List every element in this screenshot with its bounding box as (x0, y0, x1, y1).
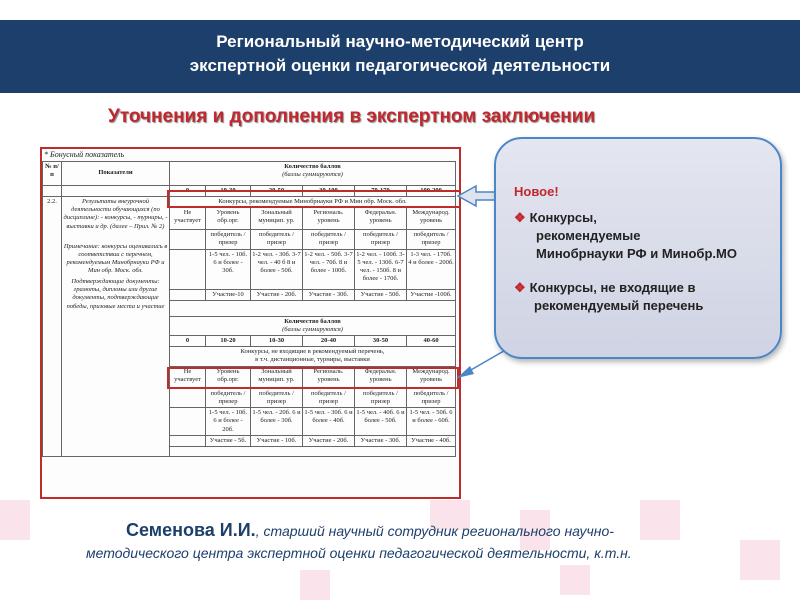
level-cell: Международ. уровень (407, 208, 456, 230)
diamond-bullet-icon: ❖ (514, 280, 526, 295)
callout-item1-line1: Конкурсы, (529, 210, 597, 225)
callout-item-not-recommended (514, 279, 703, 315)
block1-points-4: 70-170 (355, 186, 407, 197)
author-affiliation: методического центра экспертной оценки педагогической деятельности, к.т.н. (86, 545, 632, 561)
score-cell: 1-5 чел. - 10б. 6 и более - 30б. (206, 249, 251, 289)
block1-title-text: Количество баллов (284, 163, 341, 170)
score-cell: 1-2 чел. - 50б. 3-7 чел. - 70б. 8 и более - 100б. (303, 249, 355, 289)
callout-item2-line2: рекомендуемый перечень (534, 298, 704, 313)
block2-title-text: Количество баллов (284, 317, 341, 325)
winner-cell: победитель / призер (407, 389, 456, 408)
score-cell: 1-3 чел. - 170б. 4 и более - 200б. (407, 249, 456, 289)
callout-new-label: Новое! (514, 184, 559, 199)
level-cell: Региональ. уровень (303, 367, 355, 389)
level-cell: Федеральн. уровень (355, 367, 407, 389)
participation-cell: Участие - 20б. (251, 289, 303, 300)
block2-subtitle: (баллы суммируются) (282, 325, 343, 333)
participation-cell: Участие - 20б. (303, 436, 355, 447)
level-cell: Зональный муницип. ур. (251, 208, 303, 230)
level-cell: Зональный муницип. ур. (251, 367, 303, 389)
col-indicator-header: Показатели (62, 162, 170, 186)
author-name: Семенова И.И. (126, 520, 256, 540)
level-cell: Уровень обр.орг. (206, 208, 251, 230)
winner-cell: победитель / призер (303, 230, 355, 249)
score-cell: 1-5 чел. - 10б. 6 и более - 20б. (206, 408, 251, 436)
col-num-header: № п/п (43, 162, 62, 186)
indicator-note: Примечание: конкурсы оценивались в соответствии с перечнем, рекомендуемым Минобрнауки РФ и Мин обр. Моск. обл. (63, 242, 168, 274)
header-title-line2: экспертной оценки педагогической деятельности (189, 56, 611, 75)
block1-points-5: 100-200 (407, 186, 456, 197)
winner-cell: победитель / призер (251, 389, 303, 408)
arrow-head-not-recommended (457, 366, 474, 378)
participation-cell: Участие - 30б. (303, 289, 355, 300)
callout-box (494, 137, 782, 359)
participation-cell: Участие-10 (206, 289, 251, 300)
diamond-bullet-icon: ❖ (514, 210, 526, 225)
score-cell: 1-5 чел. - 20б. 6 и более - 30б. (251, 408, 303, 436)
participation-cell: Участие - 5б. (206, 436, 251, 447)
block1-points-1: 10-30 (206, 186, 251, 197)
block1-subtitle: (баллы суммируются) (282, 171, 343, 179)
winner-cell: победитель / призер (355, 389, 407, 408)
block2-points-5: 40-60 (407, 335, 456, 346)
block2-points-0: 0 (170, 335, 206, 346)
score-cell: 1-5 чел. - 50б. 6 и более - 60б. (407, 408, 456, 436)
score-cell: 1-5 чел. - 30б. 6 и более - 40б. (303, 408, 355, 436)
author-line (126, 520, 614, 541)
level-cell: Не участвует (170, 367, 206, 389)
block1-points-2: 20-50 (251, 186, 303, 197)
slide-subtitle: Уточнения и дополнения в экспертном заключении (108, 106, 596, 127)
level-cell: Федеральн. уровень (355, 208, 407, 230)
winner-cell: победитель / призер (355, 230, 407, 249)
block2-points-4: 30-50 (355, 335, 407, 346)
block2-banner-line1: Конкурсы, не входящие в рекомендуемый перечень, (240, 348, 385, 355)
winner-cell: победитель / призер (206, 230, 251, 249)
level-cell: Уровень обр.орг. (206, 367, 251, 389)
participation-cell: Участие - 10б. (251, 436, 303, 447)
winner-cell: победитель / призер (303, 389, 355, 408)
winner-cell: победитель / призер (251, 230, 303, 249)
block2-points-1: 10-20 (206, 335, 251, 346)
participation-cell: Участие - 30б. (355, 436, 407, 447)
callout-item2-line1: Конкурсы, не входящие в (529, 280, 696, 295)
callout-item1-line3: Минобрнауки РФ и Минобр.МО (536, 246, 737, 261)
block1-points-3: 30-100 (303, 186, 355, 197)
row-number: 2.2. (43, 197, 62, 457)
block2-points-2: 10-30 (251, 335, 303, 346)
score-cell: 1-2 чел. - 30б. 3-7 чел. - 40 б 8 и более - 50б. (251, 249, 303, 289)
score-cell: 1-5 чел. - 40б. 6 и более - 50б. (355, 408, 407, 436)
author-position: , старший научный сотрудник регионального научно- (255, 523, 614, 539)
level-cell: Региональ. уровень (303, 208, 355, 230)
callout-item1-line2: рекомендуемые (536, 228, 641, 243)
winner-cell: победитель / призер (206, 389, 251, 408)
bonus-note: * Бонусный показатель (44, 150, 125, 159)
level-cell: Не участвует (170, 208, 206, 230)
indicator-docs: грамоты, дипломы или другие документы, подтверждающие победы, призовые места и участие (66, 286, 165, 310)
block2-banner-line2: в т.ч. дистанционные, турниры, выставки (255, 356, 370, 364)
level-cell: Международ. уровень (407, 367, 456, 389)
header-title-line1: Региональный научно-методический центр (216, 32, 584, 51)
block2-points-3: 20-40 (303, 335, 355, 346)
participation-cell: Участие - 40б. (407, 436, 456, 447)
participation-cell: Участие -100б. (407, 289, 456, 300)
callout-item-recommended (514, 209, 737, 263)
indicator-docs-title: Подтверждающие документы: (71, 278, 160, 286)
block1-banner: Конкурсы, рекомендуемые Минобрнауки РФ и Мин обр. Моск. обл. (170, 197, 456, 208)
block1-points-0: 0 (170, 186, 206, 197)
indicator-text: Результаты внеурочной деятельности обучающихся (по дисциплине): - конкурсы, - турниры, - выставки и др. (далее – Прил. № 2) (63, 198, 168, 230)
score-cell: 1-2 чел. - 100б. 3-5 чел. - 130б. 6-7 чел. - 150б. 8 и более - 170б. (355, 249, 407, 289)
participation-cell: Участие - 50б. (355, 289, 407, 300)
winner-cell: победитель / призер (407, 230, 456, 249)
